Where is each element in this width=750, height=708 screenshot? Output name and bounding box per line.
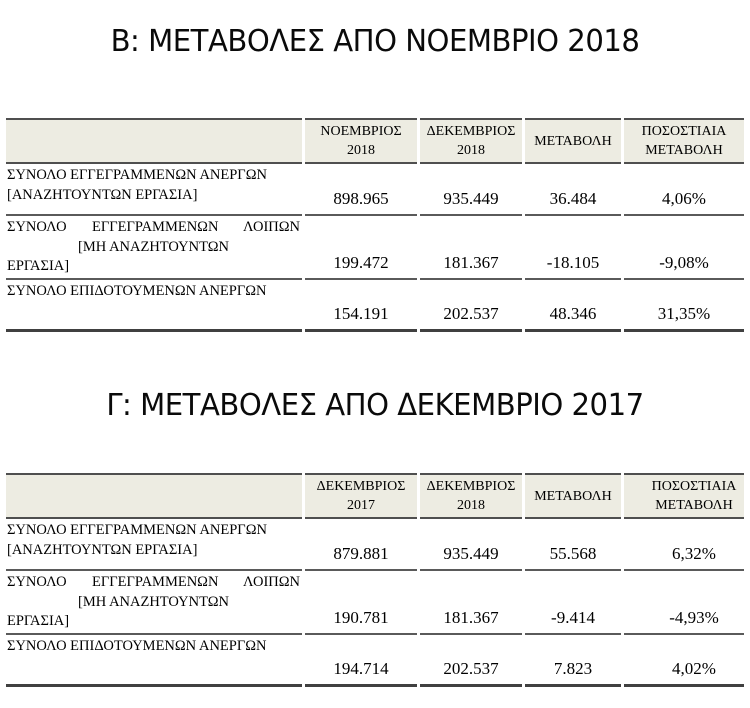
row-label (6, 635, 302, 687)
cell-change-value: 48.346 (525, 280, 621, 332)
cell-percent-value: 31,35% (624, 280, 744, 332)
row-label-line: ΣΥΝΟΛΟ ΕΓΓΕΓΡΑΜΜΕΝΩΝ ΑΝΕΡΓΩΝ (7, 167, 267, 183)
cell-change-value: -18.105 (525, 216, 621, 280)
header-change-label: ΜΕΤΑΒΟΛΗ (534, 488, 612, 504)
header-empty-cell (6, 473, 302, 519)
cell-month1-value: 190.781 (305, 571, 417, 635)
cell-percent-value: -9,08% (624, 216, 744, 280)
table-row (6, 280, 744, 332)
cell-change-value: 36.484 (525, 164, 621, 216)
header-month1 (305, 118, 417, 164)
header-month2-name: ΔΕΚΕΜΒΡΙΟΣ (426, 479, 516, 494)
section-b-title: Β: ΜΕΤΑΒΟΛΕΣ ΑΠΟ ΝΟΕΜΒΡΙΟ 2018 (110, 24, 640, 59)
cell-month1-value: 154.191 (305, 280, 417, 332)
header-empty-cell (6, 118, 302, 164)
cell-month1-value: 194.714 (305, 635, 417, 687)
row-label-line: [ΜΗ ΑΝΑΖΗΤΟΥΝΤΩΝ (78, 593, 229, 610)
header-percent-change (624, 118, 744, 164)
row-label-line: ΣΥΝΟΛΟ ΕΠΙΔΟΤΟΥΜΕΝΩΝ ΑΝΕΡΓΩΝ (7, 283, 267, 299)
cell-month1-value: 898.965 (305, 164, 417, 216)
cell-month2-value: 202.537 (420, 635, 522, 687)
table-row (6, 216, 744, 280)
header-month1-year: 2018 (347, 143, 375, 158)
cell-month2-value: 181.367 (420, 571, 522, 635)
cell-month1-value: 199.472 (305, 216, 417, 280)
section-c-title: Γ: ΜΕΤΑΒΟΛΕΣ ΑΠΟ ΔΕΚΕΜΒΡΙΟ 2017 (106, 388, 644, 423)
row-label (6, 280, 302, 332)
cell-month2-value: 935.449 (420, 164, 522, 216)
row-label-line: ΕΡΓΑΣΙΑ] (7, 258, 70, 274)
section-changes-from-november-2018 (0, 24, 750, 332)
cell-change-value: 55.568 (525, 519, 621, 571)
header-month1-name: ΔΕΚΕΜΒΡΙΟΣ (316, 479, 406, 494)
table-row (6, 164, 744, 216)
header-change-label: ΜΕΤΑΒΟΛΗ (534, 133, 612, 149)
table-changes-from-december-2017 (3, 473, 747, 687)
row-label (6, 519, 302, 571)
row-label-line: ΕΡΓΑΣΙΑ] (7, 613, 70, 629)
cell-change-value: 7.823 (525, 635, 621, 687)
cell-month2-value: 202.537 (420, 280, 522, 332)
header-change (525, 473, 621, 519)
row-label-line: [ΑΝΑΖΗΤΟΥΝΤΩΝ ΕΡΓΑΣΙΑ] (7, 186, 198, 203)
header-month2 (420, 118, 522, 164)
row-label-line: [ΜΗ ΑΝΑΖΗΤΟΥΝΤΩΝ (78, 238, 229, 255)
cell-change-value: -9.414 (525, 571, 621, 635)
section-changes-from-december-2017 (0, 388, 750, 687)
table-changes-from-november-2018 (3, 118, 747, 332)
table-header-row (6, 473, 744, 519)
row-label-line: ΣΥΝΟΛΟ ΕΓΓΕΓΡΑΜΜΕΝΩΝ ΛΟΙΠΩΝ (7, 219, 300, 235)
header-month2-year: 2018 (457, 143, 485, 158)
cell-month1-value: 879.881 (305, 519, 417, 571)
table-row (6, 519, 744, 571)
row-label-line: [ΑΝΑΖΗΤΟΥΝΤΩΝ ΕΡΓΑΣΙΑ] (7, 541, 198, 558)
table-row (6, 635, 744, 687)
header-month1-name: ΝΟΕΜΒΡΙΟΣ (320, 124, 402, 139)
row-label (6, 216, 302, 280)
header-percent-change (624, 473, 744, 519)
cell-percent-value: 4,02% (624, 635, 744, 687)
header-month2 (420, 473, 522, 519)
header-percent-line1: ΠΟΣΟΣΤΙΑΙΑ (651, 479, 737, 494)
cell-percent-value: 6,32% (624, 519, 744, 571)
row-label (6, 164, 302, 216)
row-label-line: ΣΥΝΟΛΟ ΕΠΙΔΟΤΟΥΜΕΝΩΝ ΑΝΕΡΓΩΝ (7, 638, 267, 654)
cell-month2-value: 935.449 (420, 519, 522, 571)
header-month2-year: 2018 (457, 498, 485, 513)
header-month1-year: 2017 (347, 498, 375, 513)
row-label-line: ΣΥΝΟΛΟ ΕΓΓΕΓΡΑΜΜΕΝΩΝ ΑΝΕΡΓΩΝ (7, 522, 267, 538)
header-percent-line2: ΜΕΤΑΒΟΛΗ (655, 498, 733, 513)
table-header-row (6, 118, 744, 164)
header-change (525, 118, 621, 164)
cell-percent-value: -4,93% (624, 571, 744, 635)
header-percent-line1: ΠΟΣΟΣΤΙΑΙΑ (641, 124, 727, 139)
row-label-line: ΣΥΝΟΛΟ ΕΓΓΕΓΡΑΜΜΕΝΩΝ ΛΟΙΠΩΝ (7, 574, 300, 590)
cell-percent-value: 4,06% (624, 164, 744, 216)
table-row (6, 571, 744, 635)
header-percent-line2: ΜΕΤΑΒΟΛΗ (645, 143, 723, 158)
header-month2-name: ΔΕΚΕΜΒΡΙΟΣ (426, 124, 516, 139)
header-month1 (305, 473, 417, 519)
cell-month2-value: 181.367 (420, 216, 522, 280)
row-label (6, 571, 302, 635)
